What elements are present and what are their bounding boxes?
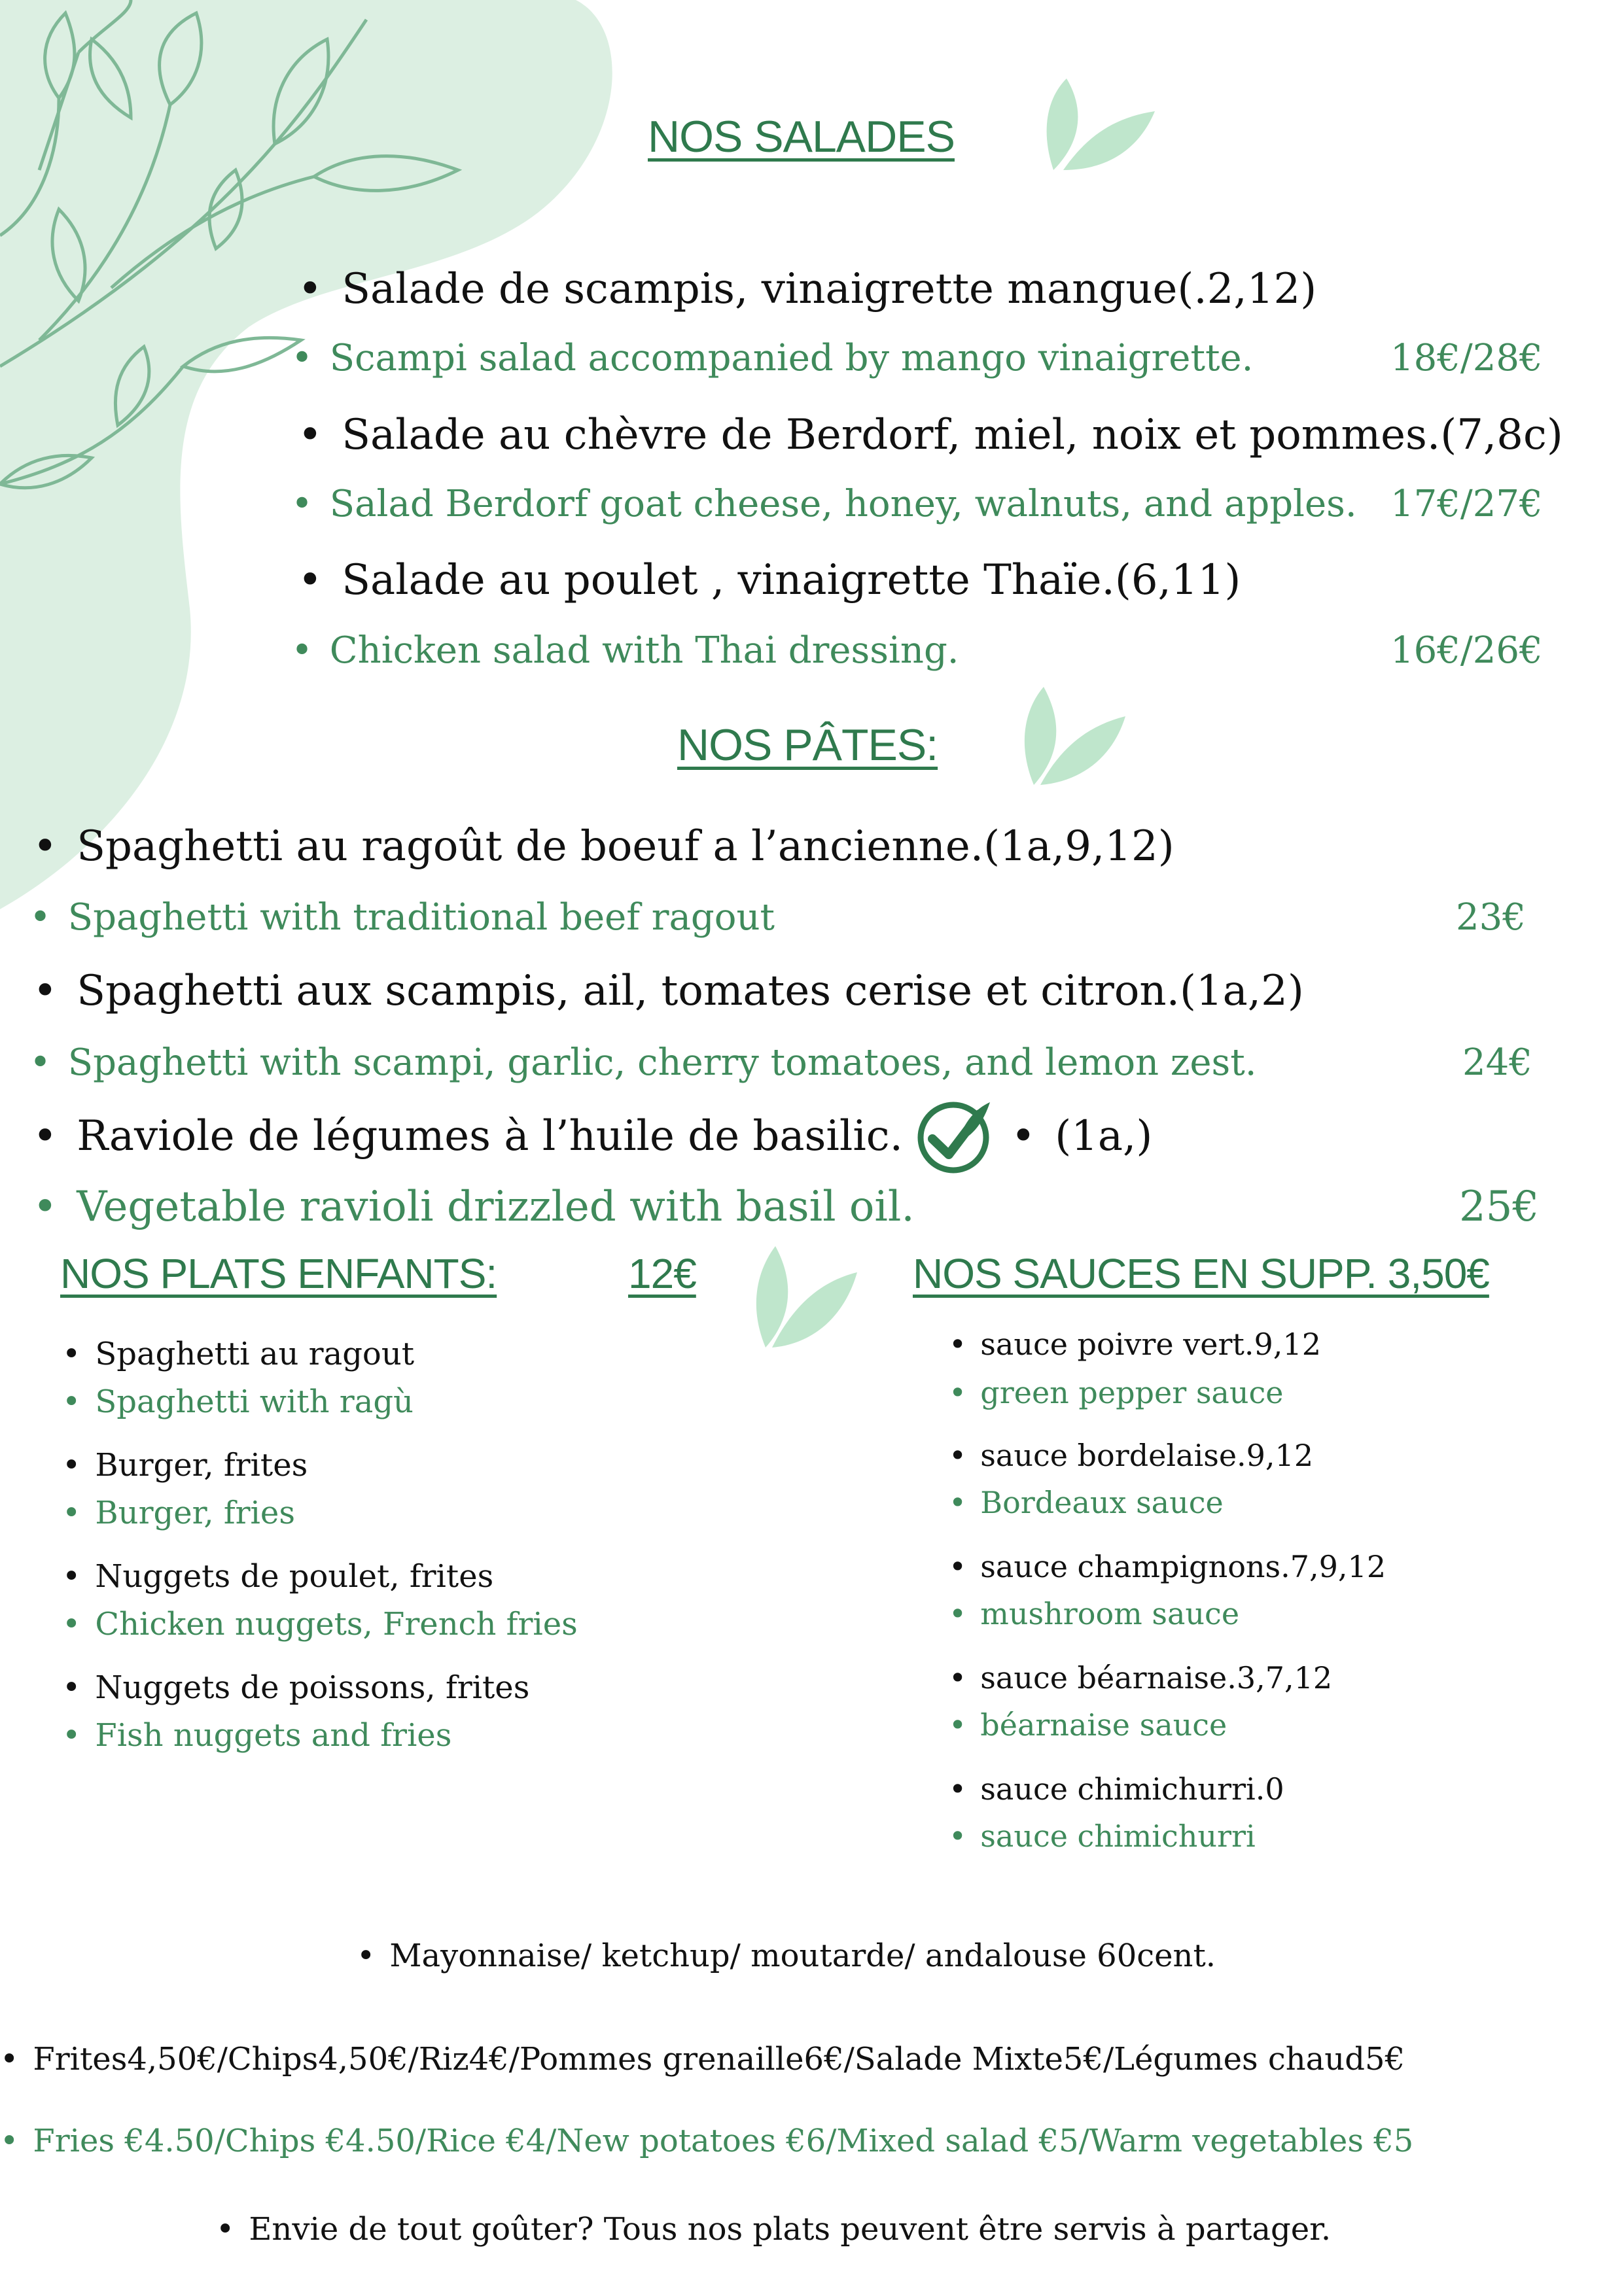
pates-3-price: 25€ [1459,1183,1540,1231]
sauce-4-fr: • sauce béarnaise.3,7,12 [949,1660,1332,1696]
enfant-1-fr: • Spaghetti au ragout [62,1336,414,1372]
pates-2-price: 24€ [1462,1041,1532,1084]
sauce-2-en: • Bordeaux sauce [949,1485,1224,1520]
enfant-1-en: • Spaghetti with ragù [62,1383,414,1420]
leaf-icon [1014,680,1132,791]
leaf-icon [1040,72,1158,177]
sauce-5-fr: • sauce chimichurri.0 [949,1771,1284,1807]
salade-1-fr: • Salade de scampis, vinaigrette mangue(.2,12) [298,265,1316,313]
salade-2-fr: • Salade au chèvre de Berdorf, miel, noix et pommes.(7,8c) [298,411,1563,459]
sauce-2-fr: • sauce bordelaise.9,12 [949,1438,1313,1473]
leaf-icon [746,1236,864,1354]
salade-2-price: 17€/27€ [1390,483,1543,525]
salade-3-en: • Chicken salad with Thai dressing. [291,629,959,672]
enfant-3-fr: • Nuggets de poulet, frites [62,1558,493,1595]
enfant-4-en: • Fish nuggets and fries [62,1717,451,1754]
condiments-line: • Mayonnaise/ ketchup/ moutarde/ andalouse 60cent. [357,1938,1216,1974]
pates-3-allergens: • (1a,) [1011,1112,1152,1160]
pates-3-en: • Vegetable ravioli drizzled with basil oil. [33,1183,915,1231]
pates-2-fr: • Spaghetti aux scampis, ail, tomates cerise et citron.(1a,2) [33,967,1304,1015]
sides-fr-line: • Frites4,50€/Chips4,50€/Riz4€/Pommes grenaille6€/Salade Mixte5€/Légumes chaud5€ [0,2041,1405,2078]
sauce-1-en: • green pepper sauce [949,1375,1283,1410]
pates-1-en: • Spaghetti with traditional beef ragout [29,896,775,939]
sauce-3-fr: • sauce champignons.7,9,12 [949,1549,1386,1584]
salade-3-fr: • Salade au poulet , vinaigrette Thaïe.(6,11) [298,556,1241,604]
pates-1-fr: • Spaghetti au ragoût de boeuf a l’ancienne.(1a,9,12) [33,822,1174,871]
salade-3-price: 16€/26€ [1390,629,1543,672]
enfant-3-en: • Chicken nuggets, French fries [62,1606,578,1643]
salade-1-en: • Scampi salad accompanied by mango vinaigrette. [291,337,1253,379]
sauce-5-en: • sauce chimichurri [949,1818,1256,1854]
sauce-3-en: • mushroom sauce [949,1596,1239,1631]
vegetarian-check-icon [913,1096,995,1177]
pates-3-fr: • Raviole de légumes à l’huile de basilic. [33,1112,903,1160]
pates-1-price: 23€ [1456,896,1526,939]
sauces-heading: NOS SAUCES EN SUPP. 3,50€ [913,1250,1489,1297]
share-line: • Envie de tout goûter? Tous nos plats peuvent être servis à partager. [216,2211,1331,2248]
enfants-heading: NOS PLATS ENFANTS: [60,1250,497,1297]
sauce-1-fr: • sauce poivre vert.9,12 [949,1327,1321,1362]
salade-2-en: • Salad Berdorf goat cheese, honey, walnuts, and apples. [291,483,1357,525]
pates-2-en: • Spaghetti with scampi, garlic, cherry tomatoes, and lemon zest. [29,1041,1257,1084]
sides-en-line: • Fries €4.50/Chips €4.50/Rice €4/New potatoes €6/Mixed salad €5/Warm vegetables €5 [0,2123,1413,2159]
enfant-4-fr: • Nuggets de poissons, frites [62,1669,529,1706]
pates-heading: NOS PÂTES: [677,720,938,770]
enfants-price: 12€ [628,1250,696,1297]
enfant-2-fr: • Burger, frites [62,1447,308,1484]
salades-heading: NOS SALADES [648,112,955,162]
enfant-2-en: • Burger, fries [62,1495,295,1531]
sauce-4-en: • béarnaise sauce [949,1707,1227,1743]
salade-1-price: 18€/28€ [1390,337,1543,379]
